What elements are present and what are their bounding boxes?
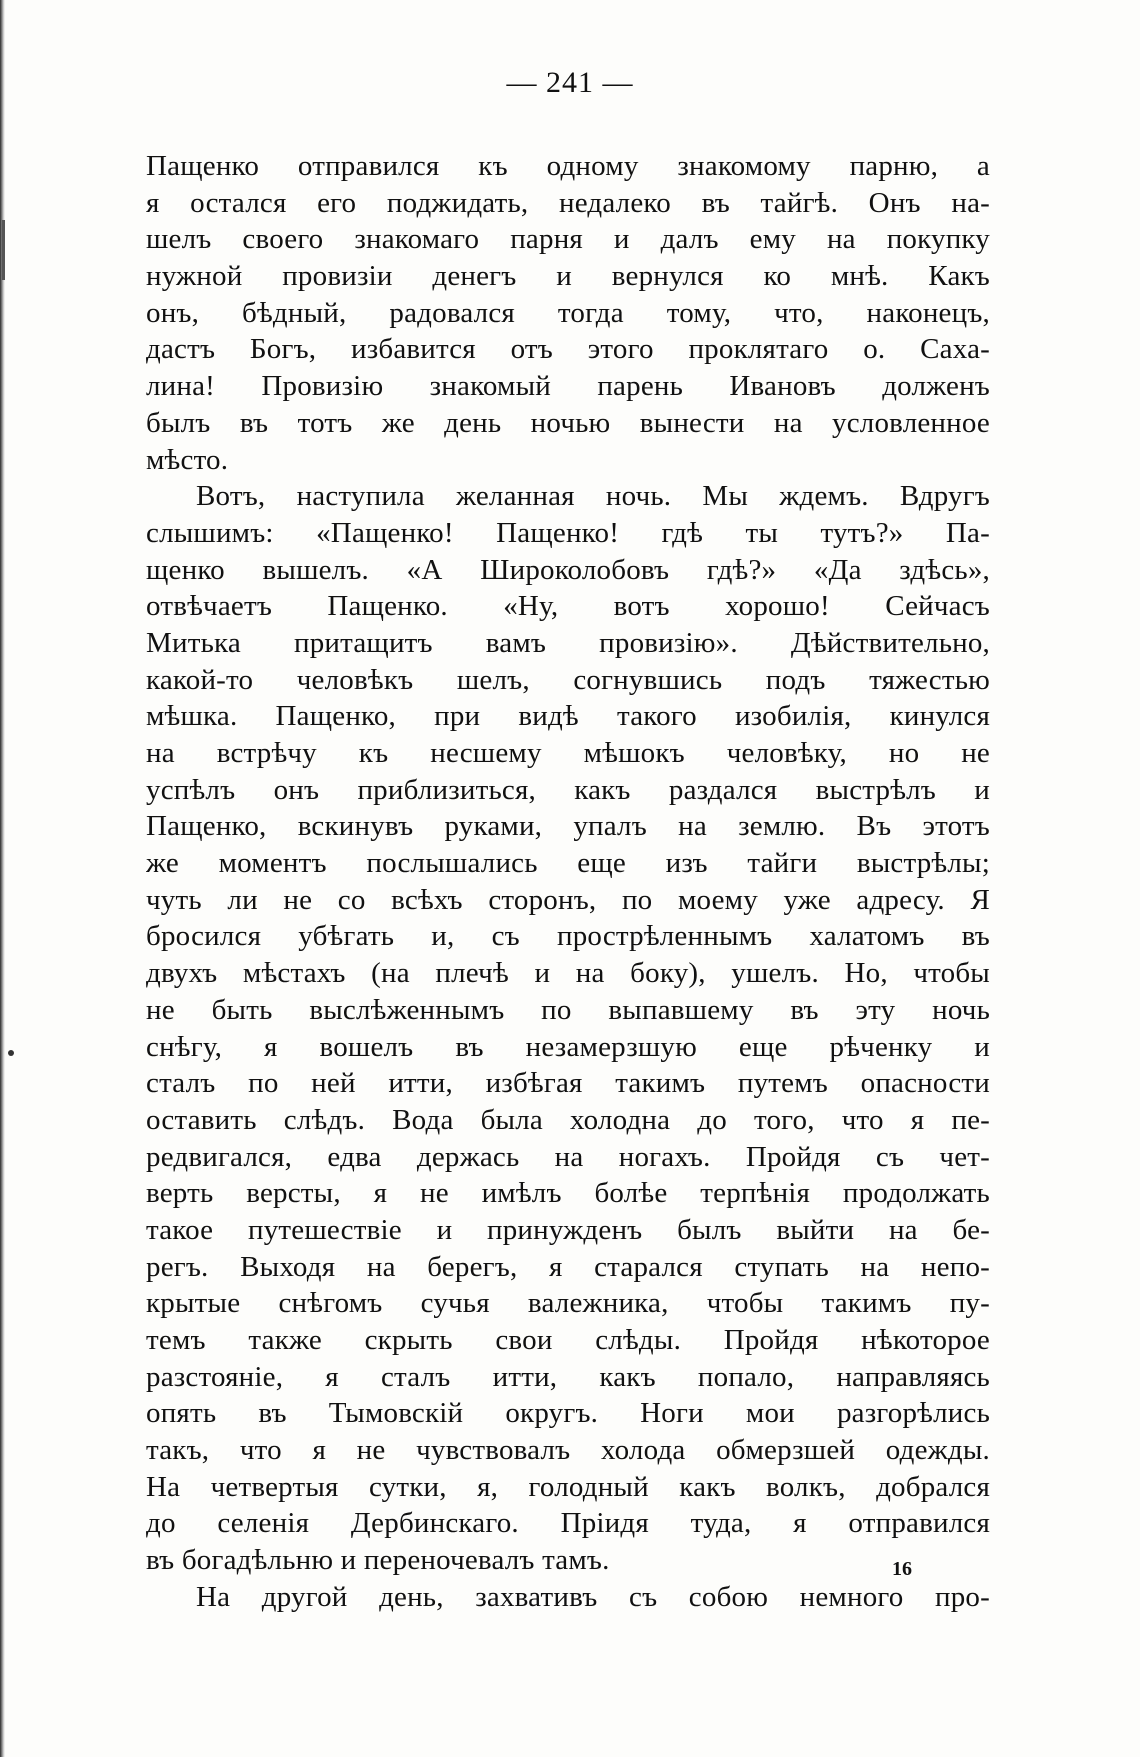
text-line: щенко вышелъ. «А Широколобовъ гдѣ?» «Да здѣсь»,: [146, 553, 990, 586]
text-line: редвигался, едва держась на ногахъ. Пройдя съ чет-: [146, 1140, 990, 1173]
paragraph: [146, 1579, 990, 1616]
text-line: опять въ Тымовскій округъ. Ноги мои разгорѣлись: [146, 1397, 990, 1430]
paragraph: [146, 148, 990, 478]
text-line: отвѣчаетъ Пащенко. «Ну, вотъ хорошо! Сейчасъ: [146, 590, 990, 623]
text-line: регъ. Выходя на берегъ, я старался ступать на непо-: [146, 1250, 990, 1283]
margin-mark: [2, 220, 5, 280]
text-line: Митька притащитъ вамъ провизію». Дѣйствительно,: [146, 626, 990, 659]
text-line: мѣшка. Пащенко, при видѣ такого изобилія, кинулся: [146, 700, 990, 733]
text-line: Пащенко отправился къ одному знакомому парню, а: [146, 150, 990, 182]
text-line: я остался его поджидать, недалеко въ тайгѣ. Онъ на-: [146, 186, 990, 219]
text-line: лина! Провизію знакомый парень Ивановъ долженъ: [146, 370, 990, 403]
margin-dot: [8, 1050, 14, 1056]
text-line: крытые снѣгомъ сучья валежника, чтобы такимъ пу-: [146, 1287, 990, 1320]
text-line: онъ, бѣдный, радовался тогда тому, что, наконецъ,: [146, 296, 990, 329]
body-text: [146, 148, 990, 1616]
text-line: чуть ли не со всѣхъ сторонъ, по моему уже адресу. Я: [146, 883, 990, 916]
text-line: какой-то человѣкъ шелъ, согнувшись подъ тяжестью: [146, 663, 990, 696]
text-line: снѣгу, я вошелъ въ незамерзшую еще рѣченку и: [146, 1030, 990, 1063]
text-line: былъ въ тотъ же день ночью вынести на условленное: [146, 406, 990, 439]
paragraph: [146, 478, 990, 1579]
text-line: мѣсто.: [146, 443, 229, 476]
text-line: успѣлъ онъ приблизиться, какъ раздался выстрѣлъ и: [146, 773, 990, 806]
text-line: двухъ мѣстахъ (на плечѣ и на боку), ушелъ. Но, чтобы: [146, 957, 990, 990]
text-line: бросился убѣгать и, съ прострѣленнымъ халатомъ въ: [146, 920, 990, 953]
text-line: до селенія Дербинскаго. Пріидя туда, я отправился: [146, 1507, 990, 1540]
text-line: такъ, что я не чувствовалъ холода обмерзшей одежды.: [146, 1434, 990, 1467]
text-line: темъ также скрыть свои слѣды. Пройдя нѣкоторое: [146, 1324, 990, 1356]
text-line: Пащенко, вскинувъ руками, упалъ на землю. Въ этотъ: [146, 810, 990, 843]
text-line: нужной провизіи денегъ и вернулся ко мнѣ. Какъ: [146, 260, 990, 293]
text-line: въ богадѣльню и переночевалъ тамъ.: [146, 1544, 610, 1577]
page-number: — 241 —: [506, 66, 634, 99]
text-line: сталъ по ней итти, избѣгая такимъ путемъ опасности: [146, 1067, 990, 1100]
text-line: верть версты, я не имѣлъ болѣе терпѣнія продолжать: [146, 1177, 990, 1210]
text-line: дастъ Богъ, избавится отъ этого проклятаго о. Саха-: [146, 333, 990, 366]
text-line: на встрѣчу къ несшему мѣшокъ человѣку, но не: [146, 737, 990, 769]
text-line: разстояніе, я сталъ итти, какъ попало, направляясь: [146, 1360, 990, 1393]
text-line: не быть выслѣженнымъ по выпавшему въ эту ночь: [146, 993, 990, 1026]
text-line: оставить слѣдъ. Вода была холодна до того, что я пе-: [146, 1103, 990, 1136]
text-line: же моментъ послышались еще изъ тайги выстрѣлы;: [146, 847, 990, 880]
printer-signature-mark: 16: [892, 1558, 912, 1580]
text-line: На другой день, захвативъ съ собою немного про-: [196, 1580, 990, 1613]
text-line: такое путешествіе и принужденъ былъ выйти на бе-: [146, 1213, 990, 1246]
text-line: слышимъ: «Пащенко! Пащенко! гдѣ ты тутъ?» Па-: [146, 516, 990, 549]
text-line: шелъ своего знакомаго парня и далъ ему на покупку: [146, 223, 990, 256]
text-line: Вотъ, наступила желанная ночь. Мы ждемъ. Вдругъ: [196, 480, 990, 513]
text-line: На четвертыя сутки, я, голодный какъ волкъ, добрался: [146, 1470, 990, 1503]
